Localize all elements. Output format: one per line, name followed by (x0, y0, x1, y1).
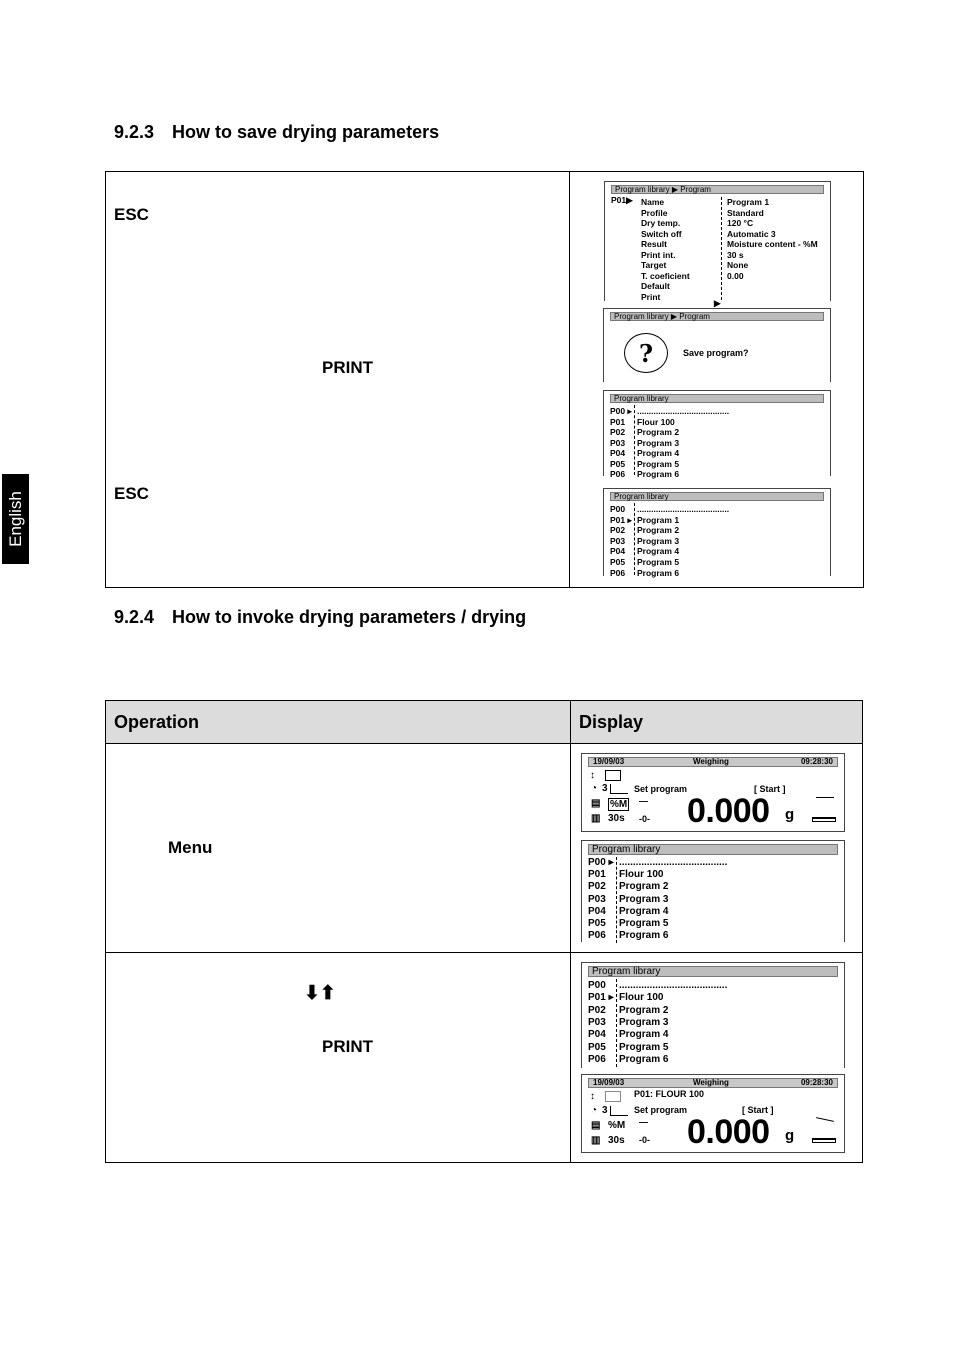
program-name: Program 2 (637, 427, 680, 437)
weight-unit: g (785, 1127, 795, 1144)
program-parameters-screen (604, 181, 831, 308)
print-interval: 30s (608, 813, 625, 824)
library-title: Program library (588, 966, 838, 977)
program-name: Program 4 (637, 546, 680, 557)
program-id: P03 (610, 535, 626, 546)
program-id: P03 (610, 437, 626, 448)
parameter-label: Switch off (641, 228, 682, 239)
zero-indicator: -0- (639, 814, 650, 824)
program-name: Program 2 (637, 525, 680, 536)
step-print: PRINT (322, 358, 373, 377)
program-id: P02 (610, 427, 626, 437)
parameter-value: 0.00 (727, 270, 744, 281)
unit-tag: %M (608, 1120, 626, 1131)
result-icon: ▤ (591, 1120, 601, 1131)
library-title: Program library (610, 492, 824, 501)
parameter-label: Target (641, 260, 667, 270)
program-id: P00 ▸ (588, 857, 614, 868)
column-separator (721, 197, 722, 300)
program-name: Program 4 (619, 905, 669, 917)
program-id: P02 (588, 881, 606, 893)
program-name: Program 3 (637, 535, 680, 546)
section-number: 9.2.4 (114, 607, 155, 627)
program-name: Flour 100 (637, 416, 675, 427)
header-operation: Operation (114, 712, 200, 732)
program-id: P06 (610, 567, 626, 578)
stable-icon: ― (639, 1117, 648, 1127)
thermometer-icon: ↕ (590, 1091, 595, 1102)
step-print: PRINT (322, 1037, 373, 1056)
time: 09:28:30 (800, 1078, 833, 1087)
program-id: P06 (610, 469, 626, 479)
header-display: Display (579, 712, 644, 732)
program-name: Program 5 (637, 557, 680, 567)
library-title: Program library (588, 844, 838, 855)
program-name: Flour 100 (619, 992, 664, 1004)
parameter-value: None (727, 260, 749, 270)
program-id: P02 (610, 525, 626, 536)
program-id: P00 (588, 980, 606, 991)
parameter-label: Dry temp. (641, 218, 681, 228)
program-library-screen-c (581, 840, 845, 942)
program-library-screen-d (581, 962, 845, 1068)
section-title: How to invoke drying parameters / drying (172, 607, 527, 627)
language-tab (2, 474, 29, 564)
parameter-value: Moisture content - %M (727, 239, 818, 249)
language-tab-label: English (5, 491, 25, 547)
section-heading-save (114, 122, 439, 143)
parameter-label: Profile (641, 207, 668, 218)
screen-title: Program library ▶ Program (611, 185, 824, 194)
status-bar (588, 757, 838, 767)
zero-indicator: -0- (639, 1135, 650, 1145)
date: 19/09/03 (593, 1078, 625, 1087)
result-icon: ▤ (591, 798, 601, 809)
step-esc-1: ESC (114, 205, 149, 224)
program-name: Program 6 (637, 469, 680, 479)
step-esc-2: ESC (114, 484, 149, 503)
print-icon: ▥ (591, 813, 601, 824)
clock-icon: ◔ (591, 783, 598, 794)
program-id: P05 (610, 557, 626, 567)
weight-value: 0.000 (687, 792, 770, 830)
pan-icon (812, 1138, 836, 1143)
thermometer-icon: ↕ (590, 770, 595, 781)
parameter-value: Automatic 3 (727, 228, 776, 239)
dialog-title: Program library ▶ Program (610, 312, 824, 321)
program-name: Program 5 (637, 458, 680, 469)
program-id: P01 ▸ (588, 992, 614, 1004)
step-menu: Menu (168, 838, 213, 857)
arrow-keys-icon: ⬇⬆ (304, 983, 336, 1004)
weight-value: 0.000 (687, 1113, 770, 1151)
program-id: P02 (588, 1004, 606, 1016)
start-label: [ Start ] (742, 1105, 774, 1115)
program-name: Program 2 (619, 1004, 669, 1016)
library-separator (634, 405, 635, 475)
set-program-label: Set program (634, 784, 688, 794)
parameter-label: T. coeficient (641, 270, 690, 281)
status-bar (588, 1078, 838, 1088)
unit-tag: %M (610, 799, 628, 810)
program-library-screen-a (603, 390, 831, 479)
program-name: ....................................... (619, 980, 728, 991)
column-divider (569, 172, 570, 587)
clock-icon: ◔ (591, 1105, 598, 1116)
program-name: ....................................... (619, 857, 728, 868)
parameter-value: 120 °C (727, 218, 754, 228)
curve-icon (610, 1106, 628, 1116)
program-id: P04 (588, 1029, 606, 1041)
program-name: Program 3 (619, 893, 669, 905)
library-separator (616, 979, 617, 1067)
parameter-label: Print (641, 291, 661, 302)
mode: Weighing (693, 1078, 729, 1087)
header-divider (106, 743, 862, 744)
section-heading-invoke (114, 607, 526, 628)
parameter-value: 30 s (727, 249, 744, 260)
program-id: P04 (610, 546, 626, 557)
table-header (106, 701, 862, 744)
program-name: Program 3 (637, 437, 680, 448)
program-id: P04 (588, 905, 606, 917)
program-id: P00 ▸ (610, 406, 632, 416)
switch-off-number: 3 (602, 783, 608, 794)
start-label: [ Start ] (754, 784, 786, 794)
switch-off-number: 3 (602, 1105, 608, 1116)
program-id: P04 (610, 448, 626, 458)
parameter-label: Default (641, 281, 670, 291)
parameter-label: Print int. (641, 249, 676, 260)
time: 09:28:30 (800, 757, 833, 766)
program-id: P01 ▸ (610, 514, 632, 525)
weighing-screen-1 (581, 753, 845, 832)
program-name: Program 5 (619, 1041, 669, 1053)
print-interval: 30s (608, 1135, 625, 1146)
date: 19/09/03 (593, 757, 625, 766)
save-parameters-table (105, 171, 864, 588)
heater-icon (816, 797, 834, 798)
program-id: P01 (610, 416, 626, 427)
parameter-value: Standard (727, 207, 764, 218)
stable-icon: ― (639, 796, 648, 806)
program-id: P00 (610, 504, 626, 514)
dialog-message: Save program? (683, 348, 749, 358)
program-name: Flour 100 (619, 869, 664, 881)
program-name: Program 4 (619, 1029, 669, 1041)
mode: Weighing (693, 757, 729, 766)
program-id: P06 (588, 1053, 606, 1065)
invoke-parameters-table (105, 700, 863, 1163)
pan-icon (812, 817, 836, 822)
program-line: P01: FLOUR 100 (634, 1089, 705, 1099)
program-name: ....................................... (637, 504, 730, 514)
section-title: How to save drying parameters (172, 122, 440, 142)
curve-icon (610, 784, 628, 794)
library-separator (616, 857, 617, 943)
program-name: Program 5 (619, 918, 669, 929)
window-icon (605, 770, 621, 781)
program-name: Program 2 (619, 881, 669, 893)
library-separator (634, 503, 635, 575)
program-id: P03 (588, 893, 606, 905)
program-id: P03 (588, 1016, 606, 1028)
program-id: P05 (588, 1041, 606, 1053)
selected-program: P01▶ (611, 195, 633, 205)
program-name: Program 3 (619, 1016, 669, 1028)
weighing-screen-2 (581, 1074, 845, 1153)
weight-unit: g (785, 806, 795, 823)
program-name: Program 1 (637, 514, 680, 525)
program-name: ....................................... (637, 406, 730, 416)
library-title: Program library (610, 394, 824, 403)
program-name: Program 6 (619, 930, 669, 942)
program-id: P06 (588, 930, 606, 942)
save-program-dialog (603, 308, 831, 382)
heater-icon (816, 1117, 834, 1122)
program-id: P05 (588, 918, 606, 929)
program-id: P01 (588, 869, 606, 881)
print-marker: ▶ (714, 298, 721, 308)
program-library-screen-b (603, 488, 831, 576)
parameter-label: Result (641, 239, 667, 249)
program-name: Program 4 (637, 448, 680, 458)
section-number: 9.2.3 (114, 122, 155, 142)
parameter-value: Program 1 (727, 197, 770, 207)
row-divider (106, 952, 862, 953)
program-id: P05 (610, 458, 626, 469)
program-name: Program 6 (619, 1053, 669, 1065)
question-icon: ? (624, 333, 668, 373)
parameter-label: Name (641, 197, 665, 207)
set-program-label: Set program (634, 1105, 688, 1115)
print-icon: ▥ (591, 1135, 601, 1146)
program-name: Program 6 (637, 567, 680, 578)
column-divider (570, 701, 571, 1162)
window-icon (605, 1091, 621, 1102)
